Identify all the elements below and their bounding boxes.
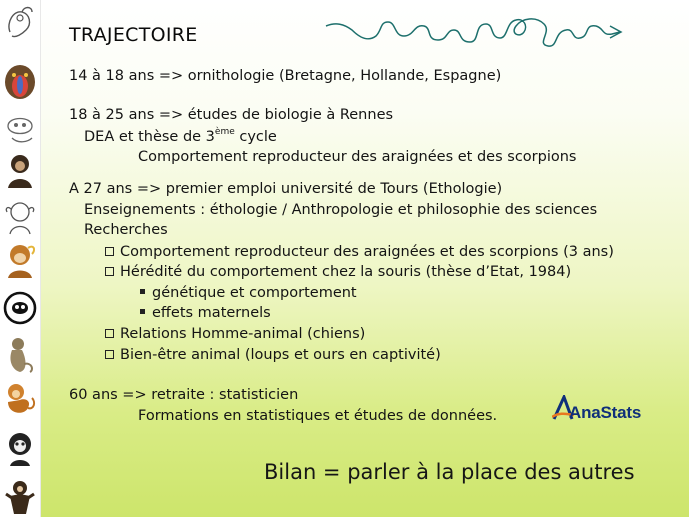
text-line [84, 128, 277, 145]
summary-text: Bilan = parler à la place des autres [264, 460, 635, 484]
monkey-drawing-icon [2, 198, 38, 238]
text-line: 18 à 25 ans => études de biologie à Rennes [69, 107, 394, 123]
list-item [140, 285, 357, 301]
monkey-icon [2, 334, 38, 374]
anastats-logo-text: AnaStats [569, 403, 642, 422]
list-item [105, 244, 614, 260]
list-item [105, 326, 365, 342]
monkey-icon [2, 476, 38, 516]
list-item [105, 347, 441, 363]
text-line: Formations en statistiques et études de données. [138, 408, 498, 424]
list-item-label: Relations Homme-animal (chiens) [120, 326, 366, 342]
checkbox-bullet-icon [105, 247, 114, 256]
list-item [140, 305, 271, 321]
list-item-label: Comportement reproducteur des araignées et des scorpions (3 ans) [120, 244, 614, 260]
checkbox-bullet-icon [105, 350, 114, 359]
monkey-icon [2, 380, 38, 420]
trajectory-squiggle-icon [322, 10, 627, 60]
square-bullet-icon [140, 309, 145, 314]
square-bullet-icon [140, 289, 145, 294]
list-item-label: Hérédité du comportement chez la souris (thèse d’Etat, 1984) [120, 264, 572, 280]
checkbox-bullet-icon [105, 267, 114, 276]
text-span: cycle [234, 128, 277, 145]
text-line: Comportement reproducteur des araignées et des scorpions [138, 149, 577, 165]
text-line: 14 à 18 ans => ornithologie (Bretagne, Hollande, Espagne) [69, 68, 502, 84]
monkey-icon [2, 428, 38, 468]
checkbox-bullet-icon [105, 329, 114, 338]
list-item-label: effets maternels [152, 305, 271, 321]
text-line: Recherches [84, 222, 168, 238]
monkey-icon [2, 240, 38, 280]
text-span: DEA et thèse de 3 [84, 128, 215, 145]
list-item-label: génétique et comportement [152, 285, 357, 301]
text-line: A 27 ans => premier emploi université de Tours (Ethologie) [69, 181, 503, 197]
monkey-sidebar [0, 0, 41, 517]
mandrill-icon [2, 62, 38, 102]
monkey-drawing-icon [2, 288, 38, 328]
text-line: Enseignements : éthologie / Anthropologie et philosophie des sciences [84, 202, 598, 218]
list-item [105, 264, 571, 280]
monkey-drawing-icon [2, 2, 38, 42]
text-line: 60 ans => retraite : statisticien [69, 387, 299, 403]
superscript: ème [214, 127, 235, 137]
chimpanzee-icon [2, 150, 38, 190]
page-title: TRAJECTOIRE [69, 24, 198, 46]
monkey-drawing-icon [2, 108, 38, 148]
list-item-label: Bien-être animal (loups et ours en captivité) [120, 347, 441, 363]
